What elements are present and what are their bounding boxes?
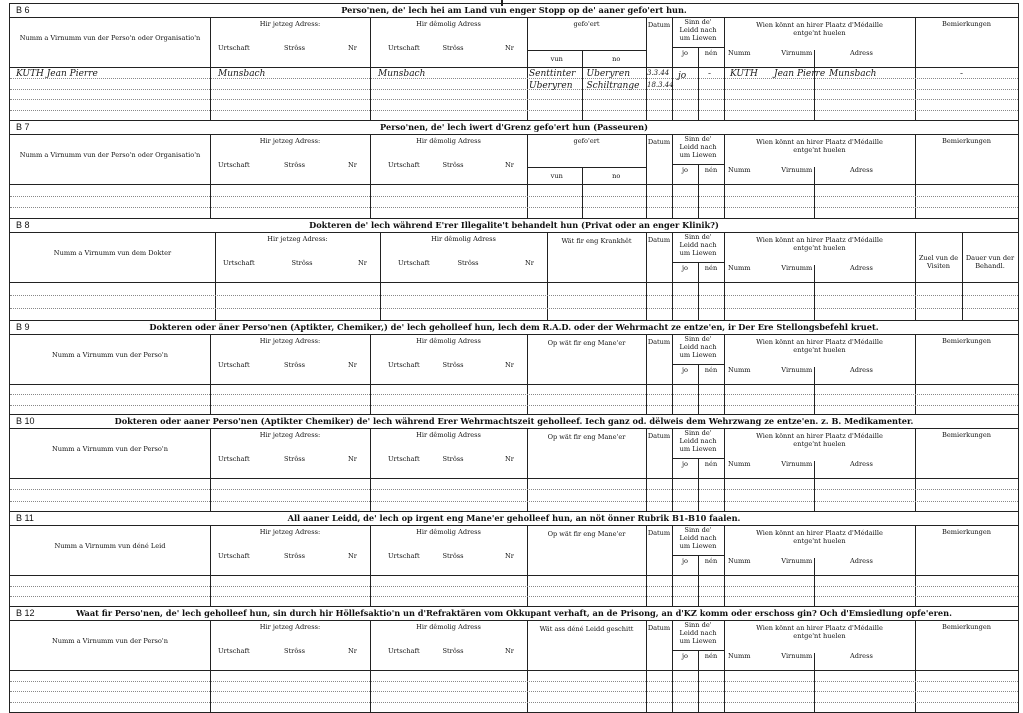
number-label: Nr [505, 455, 514, 463]
entry-line [10, 586, 1018, 587]
medal-address-label: Adress [850, 366, 873, 374]
section-title: Perso'nen, de' lech hei am Land vun enger Stopp op de' aaner gefo'ert hun. [341, 5, 687, 15]
medal-firstname-label: Virnumm [781, 557, 813, 565]
medal-name-label: Numm [728, 264, 751, 272]
street-label: Strôss [284, 44, 306, 52]
medal-name-label: Numm [728, 460, 751, 468]
medal-name-label: Numm [728, 557, 751, 565]
middle-column-header: Op wät fir eng Mane'er [547, 339, 626, 347]
place-label: Urtschaft [218, 361, 250, 369]
rule-line [672, 17, 673, 121]
section-code: B 9 [16, 322, 30, 332]
entry-line [10, 207, 1018, 208]
name-column-header: Numm a Virnumm vun der Perso'n [52, 445, 168, 453]
section-title: Dokteren oder äner Perso'nen (Aptikter, Chemiker,) de' lech geholleef hun, lech dem R.A.D. oder der Wehrmacht ze entze'en, ir Der Ere Stellongsbefehl kruet. [149, 322, 879, 332]
section-code: B 6 [16, 5, 30, 15]
section-code: B 11 [16, 513, 34, 523]
medal-recipient-header: Wien könnt an hirer Plaatz d'Médaille entge'nt huelen [756, 138, 883, 154]
rule-line [915, 17, 916, 121]
number-label: Nr [348, 44, 357, 52]
middle-column-header: Op wät fir eng Mane'er [547, 433, 626, 441]
medal-firstname-label: Virnumm [781, 49, 813, 57]
route-to-label: no [612, 55, 621, 63]
treatment-duration-header: Dauer vun der Behandl. [965, 254, 1015, 270]
handwritten-remark: - [960, 69, 964, 79]
medal-recipient-header: Wien könnt an hirer Plaatz d'Médaille entge'nt huelen [756, 338, 883, 354]
rule-line [370, 334, 371, 415]
number-label: Nr [505, 647, 514, 655]
place-label: Urtschaft [223, 259, 255, 267]
no-label: nén [704, 366, 718, 374]
section-b11 [9, 511, 1019, 607]
entry-line [10, 110, 1018, 111]
date-header: Datum [647, 21, 671, 29]
handwritten-route-from-1: Senttinter [529, 69, 576, 79]
handwritten-medal-name: KUTH [730, 69, 758, 79]
number-label: Nr [505, 161, 514, 169]
entry-line [10, 501, 1018, 502]
rule-line [724, 134, 725, 219]
rule-line [10, 67, 1018, 68]
street-label: Strôss [442, 161, 464, 169]
section-header [10, 415, 1018, 429]
place-label: Urtschaft [388, 161, 420, 169]
handwritten-date-2: 18.3.44 [647, 81, 674, 89]
place-label: Urtschaft [388, 44, 420, 52]
medal-recipient-header: Wien könnt an hirer Plaatz d'Médaille entge'nt huelen [756, 529, 883, 545]
remarks-header: Bemierkungen [941, 431, 992, 439]
handwritten-alive-yes: jo [678, 71, 687, 81]
section-header [10, 4, 1018, 18]
remarks-header: Bemierkungen [941, 623, 992, 631]
middle-column-header: Wät ass déné Leidd geschitt [539, 625, 634, 633]
previous-address-header: Hir dêmolig Adress [416, 137, 481, 145]
handwritten-route-to-2: Schiltrange [586, 81, 640, 91]
rule-line [370, 525, 371, 607]
rule-line [724, 428, 725, 512]
yes-label: jo [681, 264, 688, 272]
still-alive-header: Sinn de' Leidd nach um Liewen [679, 429, 717, 453]
section-code: B 8 [16, 220, 30, 230]
transported-header: gefo'ert [573, 137, 600, 145]
current-address-header: Hir jetzeg Adress: [259, 20, 321, 28]
date-header: Datum [647, 432, 671, 440]
medal-recipient-header: Wien könnt an hirer Plaatz d'Médaille entge'nt huelen [756, 21, 883, 37]
top-binding-mark [501, 0, 503, 6]
street-label: Strôss [442, 455, 464, 463]
date-header: Datum [647, 138, 671, 146]
section-header [10, 121, 1018, 135]
place-label: Urtschaft [218, 44, 250, 52]
rule-line [210, 525, 211, 607]
date-header: Datum [647, 338, 671, 346]
rule-line [646, 620, 647, 712]
entry-line [10, 405, 1018, 406]
rule-line [724, 525, 725, 607]
section-header [10, 219, 1018, 233]
handwritten-date-1: 3.3.44 [647, 69, 670, 77]
street-label: Strôss [284, 361, 306, 369]
section-b6 [9, 3, 1019, 121]
remarks-header: Bemierkungen [941, 20, 992, 28]
rule-line [915, 134, 916, 219]
number-label: Nr [348, 161, 357, 169]
section-b12 [9, 606, 1019, 713]
place-label: Urtschaft [218, 161, 250, 169]
place-label: Urtschaft [398, 259, 430, 267]
entry-line [10, 99, 1018, 100]
street-label: Strôss [442, 552, 464, 560]
medal-firstname-label: Virnumm [781, 166, 813, 174]
entry-line [10, 681, 1018, 682]
entry-line [10, 295, 1018, 296]
medal-firstname-label: Virnumm [781, 264, 813, 272]
section-code: B 12 [16, 608, 35, 618]
rule-line [646, 134, 647, 219]
rule-line [915, 428, 916, 512]
date-header: Datum [647, 624, 671, 632]
street-label: Strôss [442, 647, 464, 655]
rule-line [814, 461, 815, 512]
medal-recipient-header: Wien könnt an hirer Plaatz d'Médaille entge'nt huelen [756, 432, 883, 448]
rule-line [210, 620, 211, 712]
street-label: Strôss [284, 161, 306, 169]
rule-line [10, 575, 1018, 576]
current-address-header: Hir jetzeg Adress: [259, 137, 321, 145]
rule-line [370, 428, 371, 512]
medal-address-label: Adress [850, 557, 873, 565]
section-b10 [9, 414, 1019, 512]
handwritten-medal-firstname: Jean Pierre [774, 69, 826, 79]
handwritten-name: KUTH Jean Pierre [16, 69, 98, 79]
rule-line [10, 670, 1018, 671]
middle-column-header: Op wät fir eng Mane'er [547, 530, 626, 538]
current-address-header: Hir jetzeg Adress: [259, 337, 321, 345]
section-title: Dokteren oder aaner Perso'nen (Aptikter Chemiker) de' lech während Erer Wehrmachtszeit geholleef. Iech ganz od. dëlweis dem Wehrzwang ze entze'en. z. B. Medikamenter. [114, 416, 914, 426]
yes-label: jo [681, 166, 688, 174]
rule-line [724, 17, 725, 121]
rule-line [814, 558, 815, 607]
number-label: Nr [348, 455, 357, 463]
rule-line [10, 184, 1018, 185]
medal-firstname-label: Virnumm [781, 366, 813, 374]
yes-label: jo [681, 460, 688, 468]
entry-line [10, 308, 1018, 309]
section-title: Perso'nen, de' lech iwert d'Grenz gefo'ert hun (Passeuren) [380, 122, 648, 132]
handwritten-current-place: Munsbach [218, 69, 266, 79]
transported-header: gefo'ert [573, 20, 600, 28]
place-label: Urtschaft [388, 647, 420, 655]
number-label: Nr [348, 552, 357, 560]
street-label: Strôss [284, 647, 306, 655]
section-title: Dokteren de' lech während E'rer Illegalite't behandelt hun (Privat oder an enger Klinik?) [309, 220, 719, 230]
handwritten-previous-place: Munsbach [378, 69, 426, 79]
previous-address-header: Hir dêmolig Adress [416, 337, 481, 345]
section-header [10, 607, 1018, 621]
rule-line [527, 17, 528, 121]
still-alive-header: Sinn de' Leidd nach um Liewen [679, 135, 717, 159]
rule-line [672, 525, 673, 607]
number-label: Nr [348, 361, 357, 369]
no-label: nén [704, 49, 718, 57]
rule-line [210, 17, 211, 121]
rule-line [814, 265, 815, 321]
rule-line [527, 428, 528, 512]
rule-line [672, 620, 673, 712]
medal-address-label: Adress [850, 264, 873, 272]
medal-recipient-header: Wien könnt an hirer Plaatz d'Médaille entge'nt huelen [756, 236, 883, 252]
still-alive-header: Sinn de' Leidd nach um Liewen [679, 621, 717, 645]
current-address-header: Hir jetzeg Adress: [259, 528, 321, 536]
section-code: B 7 [16, 122, 30, 132]
rule-line [814, 167, 815, 219]
medal-name-label: Numm [728, 166, 751, 174]
section-b8 [9, 218, 1019, 321]
street-label: Strôss [457, 259, 479, 267]
medal-address-label: Adress [850, 652, 873, 660]
rule-line [370, 17, 371, 121]
entry-line [10, 702, 1018, 703]
still-alive-header: Sinn de' Leidd nach um Liewen [679, 335, 717, 359]
previous-address-header: Hir dêmolig Adress [416, 20, 481, 28]
section-title: All aaner Leidd, de' lech op irgent eng Mane'er geholleef hun, an nöt önner Rubrik B1-B10 faalen. [287, 513, 741, 523]
entry-line [10, 89, 1018, 90]
section-code: B 10 [16, 416, 35, 426]
name-column-header: Numm a Virnumm vun déné Leid [54, 542, 166, 550]
section-header [10, 321, 1018, 335]
rule-line [672, 428, 673, 512]
remarks-header: Bemierkungen [941, 137, 992, 145]
name-column-header: Numm a Virnumm vun dem Dokter [53, 249, 172, 257]
rule-line [915, 620, 916, 712]
previous-address-header: Hir dêmolig Adress [416, 623, 481, 631]
medal-recipient-header: Wien könnt an hirer Plaatz d'Médaille entge'nt huelen [756, 624, 883, 640]
place-label: Urtschaft [218, 455, 250, 463]
name-column-header: Numm a Virnumm vun der Perso'n [52, 637, 168, 645]
route-from-label: vun [550, 55, 563, 63]
rule-line [370, 134, 371, 219]
previous-address-header: Hir dêmolig Adress [416, 528, 481, 536]
place-label: Urtschaft [388, 455, 420, 463]
medal-name-label: Numm [728, 49, 751, 57]
number-label: Nr [525, 259, 534, 267]
still-alive-header: Sinn de' Leidd nach um Liewen [679, 526, 717, 550]
street-label: Strôss [284, 455, 306, 463]
rule-line [370, 620, 371, 712]
questionnaire-sheet [9, 0, 1017, 711]
entry-line [10, 196, 1018, 197]
name-column-header: Numm a Virnumm vun der Perso'n oder Organisatio'n [19, 151, 201, 159]
still-alive-header: Sinn de' Leidd nach um Liewen [679, 18, 717, 42]
place-label: Urtschaft [218, 647, 250, 655]
handwritten-medal-address: Munsbach [829, 69, 877, 79]
entry-line [10, 489, 1018, 490]
yes-label: jo [681, 366, 688, 374]
current-address-header: Hir jetzeg Adress: [259, 623, 321, 631]
yes-label: jo [681, 652, 688, 660]
rule-line [527, 50, 646, 51]
rule-line [646, 334, 647, 415]
handwritten-route-from-2: Uberyren [529, 81, 573, 91]
medal-name-label: Numm [728, 652, 751, 660]
entry-line [10, 394, 1018, 395]
yes-label: jo [681, 49, 688, 57]
rule-line [646, 428, 647, 512]
entry-line [10, 596, 1018, 597]
section-header [10, 512, 1018, 526]
still-alive-header: Sinn de' Leidd nach um Liewen [679, 233, 717, 257]
yes-label: jo [681, 557, 688, 565]
rule-line [10, 384, 1018, 385]
street-label: Strôss [442, 44, 464, 52]
no-label: nén [704, 166, 718, 174]
number-label: Nr [505, 552, 514, 560]
rule-line [672, 334, 673, 415]
handwritten-route-to-1: Uberyren [586, 69, 630, 79]
number-label: Nr [348, 647, 357, 655]
section-title: Waat fir Perso'nen, de' lech geholleef hun, sin durch hir Höllefsaktio'n un d'Refraktären vom Okkupant verhaft, an de Prisong, an d'KZ komm oder erschoss gin? Och d'Emsiedlung opfe'eren. [76, 608, 952, 618]
rule-line [672, 134, 673, 219]
rule-line [527, 334, 528, 415]
name-column-header: Numm a Virnumm vun der Perso'n oder Organisatio'n [19, 34, 201, 42]
no-label: nén [704, 652, 718, 660]
number-label: Nr [358, 259, 367, 267]
rule-line [915, 525, 916, 607]
previous-address-header: Hir dêmolig Adress [416, 431, 481, 439]
place-label: Urtschaft [218, 552, 250, 560]
rule-line [10, 478, 1018, 479]
current-address-header: Hir jetzeg Adress: [259, 431, 321, 439]
date-header: Datum [647, 236, 671, 244]
medal-firstname-label: Virnumm [781, 460, 813, 468]
route-to-label: no [612, 172, 621, 180]
date-header: Datum [647, 529, 671, 537]
remarks-header: Bemierkungen [941, 337, 992, 345]
place-label: Urtschaft [388, 361, 420, 369]
rule-line [724, 620, 725, 712]
name-column-header: Numm a Virnumm vun der Perso'n [52, 351, 168, 359]
route-from-label: vun [550, 172, 563, 180]
rule-line [210, 134, 211, 219]
remarks-header: Bemierkungen [941, 528, 992, 536]
no-label: nén [704, 460, 718, 468]
place-label: Urtschaft [388, 552, 420, 560]
entry-line [10, 691, 1018, 692]
number-label: Nr [505, 361, 514, 369]
rule-line [814, 653, 815, 712]
rule-line [814, 367, 815, 415]
medal-name-label: Numm [728, 366, 751, 374]
rule-line [646, 525, 647, 607]
current-address-header: Hir jetzeg Adress: [267, 235, 328, 243]
rule-line [10, 282, 1018, 283]
no-label: nén [704, 264, 718, 272]
section-b7 [9, 120, 1019, 219]
rule-line [210, 334, 211, 415]
rule-line [210, 428, 211, 512]
medal-address-label: Adress [850, 49, 873, 57]
visits-count-header: Zuel vun de Visiten [918, 254, 959, 270]
medal-address-label: Adress [850, 460, 873, 468]
medal-firstname-label: Virnumm [781, 652, 813, 660]
street-label: Strôss [284, 552, 306, 560]
no-label: nén [704, 557, 718, 565]
section-b9 [9, 320, 1019, 415]
number-label: Nr [505, 44, 514, 52]
rule-line [724, 334, 725, 415]
medal-address-label: Adress [850, 166, 873, 174]
previous-address-header: Hir dêmolig Adress [431, 235, 496, 243]
rule-line [527, 525, 528, 607]
rule-line [527, 167, 646, 168]
street-label: Strôss [442, 361, 464, 369]
street-label: Strôss [291, 259, 313, 267]
handwritten-alive-no: - [708, 69, 712, 79]
rule-line [527, 620, 528, 712]
rule-line [915, 334, 916, 415]
middle-column-header: Wät fir eng Krankhêt [561, 237, 632, 245]
